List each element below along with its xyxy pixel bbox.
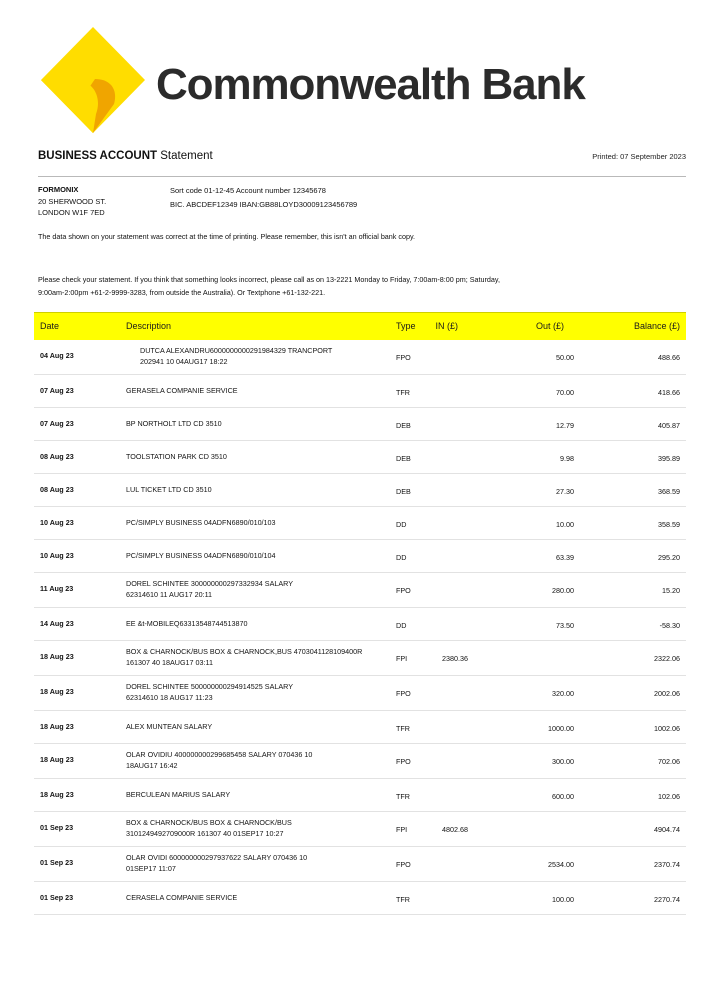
balance: 405.87 — [658, 421, 680, 430]
description — [126, 647, 388, 668]
balance: 358.59 — [658, 520, 680, 529]
company-name: FORMONIX — [38, 185, 79, 194]
balance: -58.30 — [659, 621, 680, 630]
out: 12.79 — [556, 421, 574, 430]
description — [126, 346, 402, 367]
type: DEB — [396, 487, 411, 496]
description-line-1: DOREL SCHINTEE 300000000297332934 SALARY — [126, 579, 294, 588]
balance: 4904.74 — [654, 825, 680, 834]
description-line-1: BOX & CHARNOCK/BUS BOX & CHARNOCK/BUS — [126, 818, 292, 827]
page-title — [38, 150, 213, 162]
statement-title-row — [38, 150, 686, 174]
table-body — [34, 340, 686, 915]
description-line-1: DOREL SCHINTEE 500000000294914525 SALARY — [126, 682, 294, 691]
description — [126, 790, 388, 801]
table-row — [34, 375, 686, 408]
out: 300.00 — [552, 757, 574, 766]
table-row — [34, 507, 686, 540]
page-title-bold: BUSINESS ACCOUNT — [38, 150, 158, 162]
title-divider — [38, 176, 686, 177]
description — [126, 485, 388, 496]
balance: 2322.06 — [654, 654, 680, 663]
type: DEB — [396, 421, 411, 430]
description — [126, 893, 388, 904]
out: 2534.00 — [548, 860, 574, 869]
table-header-row — [34, 312, 686, 340]
table-row — [34, 744, 686, 779]
description-line-2: 62314610 11 AUG17 20:11 — [126, 589, 213, 599]
description-line-1: LUL TICKET LTD CD 3510 — [126, 485, 212, 494]
description-line-1: EE &t-MOBILEQ63313548744513870 — [126, 619, 248, 628]
type: DD — [396, 520, 407, 529]
out: 280.00 — [552, 586, 574, 595]
column-header-date: Date — [40, 321, 60, 331]
column-header-in: IN (£) — [435, 321, 458, 331]
type: FPI — [396, 825, 408, 834]
description-line-1: OLAR OVIDI 600000000297937622 SALARY 070436 10 — [126, 853, 308, 862]
type: TFR — [396, 724, 410, 733]
description-line-2: 3101249492709000R 161307 40 01SEP17 10:27 — [126, 828, 284, 838]
balance: 2002.06 — [654, 689, 680, 698]
type: FPO — [396, 757, 411, 766]
description — [126, 518, 388, 529]
sort-code-account-number: Sort code 01-12-45 Account number 12345678 — [170, 186, 326, 195]
table-row — [34, 340, 686, 375]
description — [126, 853, 388, 874]
column-header-description: Description — [126, 321, 172, 331]
table-row — [34, 882, 686, 915]
balance: 368.59 — [658, 487, 680, 496]
type: FPO — [396, 586, 411, 595]
table-row — [34, 641, 686, 676]
date: 08 Aug 23 — [40, 452, 74, 461]
table-row — [34, 779, 686, 812]
balance: 395.89 — [658, 454, 680, 463]
description-line-1: ALEX MUNTEAN SALARY — [126, 722, 213, 731]
description-line-1: DUTCA ALEXANDRU6000000000291984329 TRANCPORT — [140, 346, 333, 355]
table-row — [34, 711, 686, 744]
date: 01 Sep 23 — [40, 858, 74, 867]
date: 01 Sep 23 — [40, 823, 74, 832]
in: 4802.68 — [442, 825, 468, 834]
date: 18 Aug 23 — [40, 755, 74, 764]
out: 70.00 — [556, 388, 574, 397]
balance: 2270.74 — [654, 895, 680, 904]
description-line-1: PC/SIMPLY BUSINESS 04ADFN6890/010/103 — [126, 518, 276, 527]
date: 18 Aug 23 — [40, 790, 74, 799]
bank-name: Commonwealth Bank — [156, 60, 585, 109]
date: 08 Aug 23 — [40, 485, 74, 494]
column-header-type: Type — [396, 321, 416, 331]
balance: 295.20 — [658, 553, 680, 562]
date: 01 Sep 23 — [40, 893, 74, 902]
out: 73.50 — [556, 621, 574, 630]
out: 9.98 — [560, 454, 574, 463]
date: 14 Aug 23 — [40, 619, 74, 628]
bank-logo-header — [38, 22, 638, 140]
description — [126, 386, 388, 397]
type: DD — [396, 553, 407, 562]
description — [126, 682, 388, 703]
description — [126, 452, 388, 463]
description-line-1: BP NORTHOLT LTD CD 3510 — [126, 419, 222, 428]
out: 50.00 — [556, 353, 574, 362]
description-line-1: CERASELA COMPANIE SERVICE — [126, 893, 238, 902]
column-header-balance: Balance (£) — [633, 321, 680, 331]
type: FPO — [396, 353, 411, 362]
table-row — [34, 540, 686, 573]
balance: 418.66 — [658, 388, 680, 397]
printed-date: Printed: 07 September 2023 — [592, 152, 686, 161]
type: DEB — [396, 454, 411, 463]
description-line-1: GERASELA COMPANIE SERVICE — [126, 386, 238, 395]
description — [126, 619, 388, 630]
description-line-1: BOX & CHARNOCK/BUS BOX & CHARNOCK,BUS 4703041128109400R — [126, 647, 363, 656]
balance: 2370.74 — [654, 860, 680, 869]
out: 600.00 — [552, 792, 574, 801]
description-line-2: 01SEP17 11:07 — [126, 863, 176, 873]
type: FPO — [396, 860, 411, 869]
type: TFR — [396, 792, 410, 801]
balance: 1002.06 — [654, 724, 680, 733]
in: 2380.36 — [442, 654, 468, 663]
description — [126, 750, 388, 771]
description — [126, 419, 388, 430]
balance: 15.20 — [662, 586, 680, 595]
account-address — [38, 184, 106, 219]
date: 07 Aug 23 — [40, 419, 74, 428]
description — [126, 551, 388, 562]
column-header-out: Out (£) — [535, 321, 564, 331]
type: TFR — [396, 895, 410, 904]
date: 10 Aug 23 — [40, 551, 74, 560]
printing-disclaimer: The data shown on your statement was correct at the time of printing. Please remember, this isn't an official bank copy. — [38, 232, 416, 241]
date: 04 Aug 23 — [40, 351, 74, 360]
table-row — [34, 676, 686, 711]
table-row — [34, 408, 686, 441]
table-row — [34, 573, 686, 608]
date: 18 Aug 23 — [40, 652, 74, 661]
transactions-table — [34, 312, 686, 915]
out: 320.00 — [552, 689, 574, 698]
type: FPI — [396, 654, 408, 663]
description-line-1: TOOLSTATION PARK CD 3510 — [126, 452, 227, 461]
type: FPO — [396, 689, 411, 698]
address-line-1: 20 SHERWOOD ST. — [38, 196, 107, 206]
account-numbers — [170, 184, 357, 211]
date: 10 Aug 23 — [40, 518, 74, 527]
balance: 702.06 — [658, 757, 680, 766]
description-line-2: 62314610 18 AUG17 11:23 — [126, 692, 213, 702]
contact-note: Please check your statement. If you think that something looks incorrect, please call as on 13-2221 Monday to Friday, 7:00am-8:00 pm; Saturday, 9:00am-2:00pm +61-2-9999-3283, from outside the Australia). Or Textphone +61-132-221. — [38, 275, 500, 297]
type: TFR — [396, 388, 410, 397]
date: 11 Aug 23 — [40, 584, 74, 593]
description-line-1: BERCULEAN MARIUS SALARY — [126, 790, 231, 799]
address-line-2: LONDON W1F 7ED — [38, 208, 105, 217]
out: 63.39 — [556, 553, 574, 562]
table-row — [34, 608, 686, 641]
table-row — [34, 812, 686, 847]
type: DD — [396, 621, 407, 630]
out: 100.00 — [552, 895, 574, 904]
commbank-diamond-icon — [38, 24, 148, 136]
description-line-2: 161307 40 18AUG17 03:11 — [126, 657, 213, 667]
balance: 488.66 — [658, 353, 680, 362]
description-line-2: 18AUG17 16:42 — [126, 760, 178, 770]
table-row — [34, 474, 686, 507]
out: 10.00 — [556, 520, 574, 529]
description — [126, 818, 388, 839]
description — [126, 722, 388, 733]
date: 18 Aug 23 — [40, 722, 74, 731]
description-line-1: PC/SIMPLY BUSINESS 04ADFN6890/010/104 — [126, 551, 276, 560]
out: 27.30 — [556, 487, 574, 496]
bic-iban: BIC. ABCDEF12349 IBAN:GB88LOYD30009123456789 — [170, 199, 358, 209]
description-line-2: 202941 10 04AUG17 18:22 — [140, 356, 228, 366]
out: 1000.00 — [548, 724, 574, 733]
description-line-1: OLAR OVIDIU 400000000299685458 SALARY 070436 10 — [126, 750, 313, 759]
table-row — [34, 441, 686, 474]
table-row — [34, 847, 686, 882]
balance: 102.06 — [658, 792, 680, 801]
page-title-light: Statement — [157, 150, 213, 162]
date: 18 Aug 23 — [40, 687, 74, 696]
description — [126, 579, 388, 600]
date: 07 Aug 23 — [40, 386, 74, 395]
